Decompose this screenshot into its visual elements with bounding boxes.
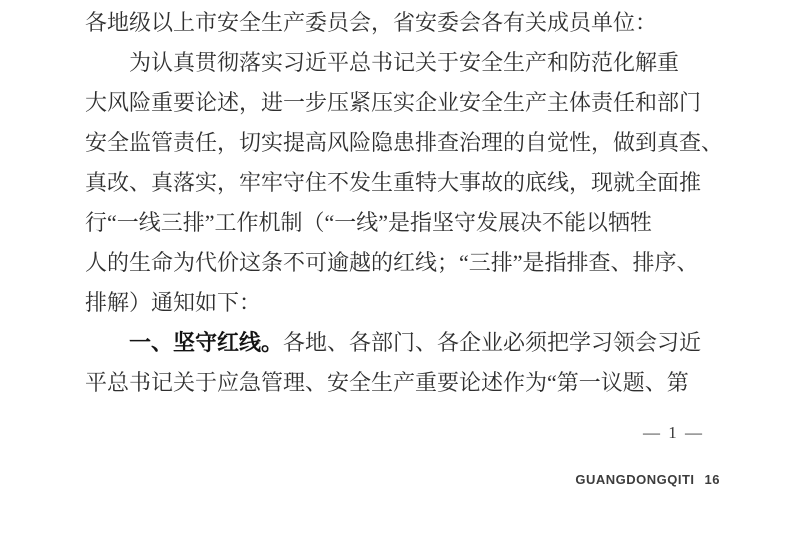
text-line: 各地级以上市安全生产委员会，省安委会各有关成员单位：	[85, 10, 658, 35]
text-line: 排解）通知如下：	[85, 290, 262, 315]
text-line: 大风险重要论述，进一步压紧压实企业安全生产主体责任和部门	[85, 90, 702, 115]
text-line: 安全监管责任，切实提高风险隐患排查治理的自觉性，做到真查、	[85, 130, 724, 155]
text-line: 行“一线三排”工作机制（“一线”是指坚守发展决不能以牺牲	[85, 210, 653, 235]
footer-watermark-number: 16	[704, 472, 720, 487]
text-line: 人的生命为代价这条不可逾越的红线；“三排”是指排查、排序、	[85, 250, 699, 275]
section-heading-bold: 一、坚守红线。	[129, 330, 284, 355]
text-line	[85, 323, 705, 363]
text-line: 为认真贯彻落实习近平总书记关于安全生产和防范化解重	[129, 50, 680, 75]
document-body	[85, 3, 724, 403]
text-line: 真改、真落实，牢牢守住不发生重特大事故的底线，现就全面推	[85, 170, 702, 195]
footer-watermark	[575, 471, 720, 489]
page-number: — 1 —	[643, 423, 704, 442]
section-body-text: 各地、各部门、各企业必须把学习领会习近	[283, 330, 702, 355]
footer-watermark-label: GUANGDONGQITI	[575, 472, 695, 487]
text-line: 平总书记关于应急管理、安全生产重要论述作为“第一议题、第	[85, 370, 689, 395]
